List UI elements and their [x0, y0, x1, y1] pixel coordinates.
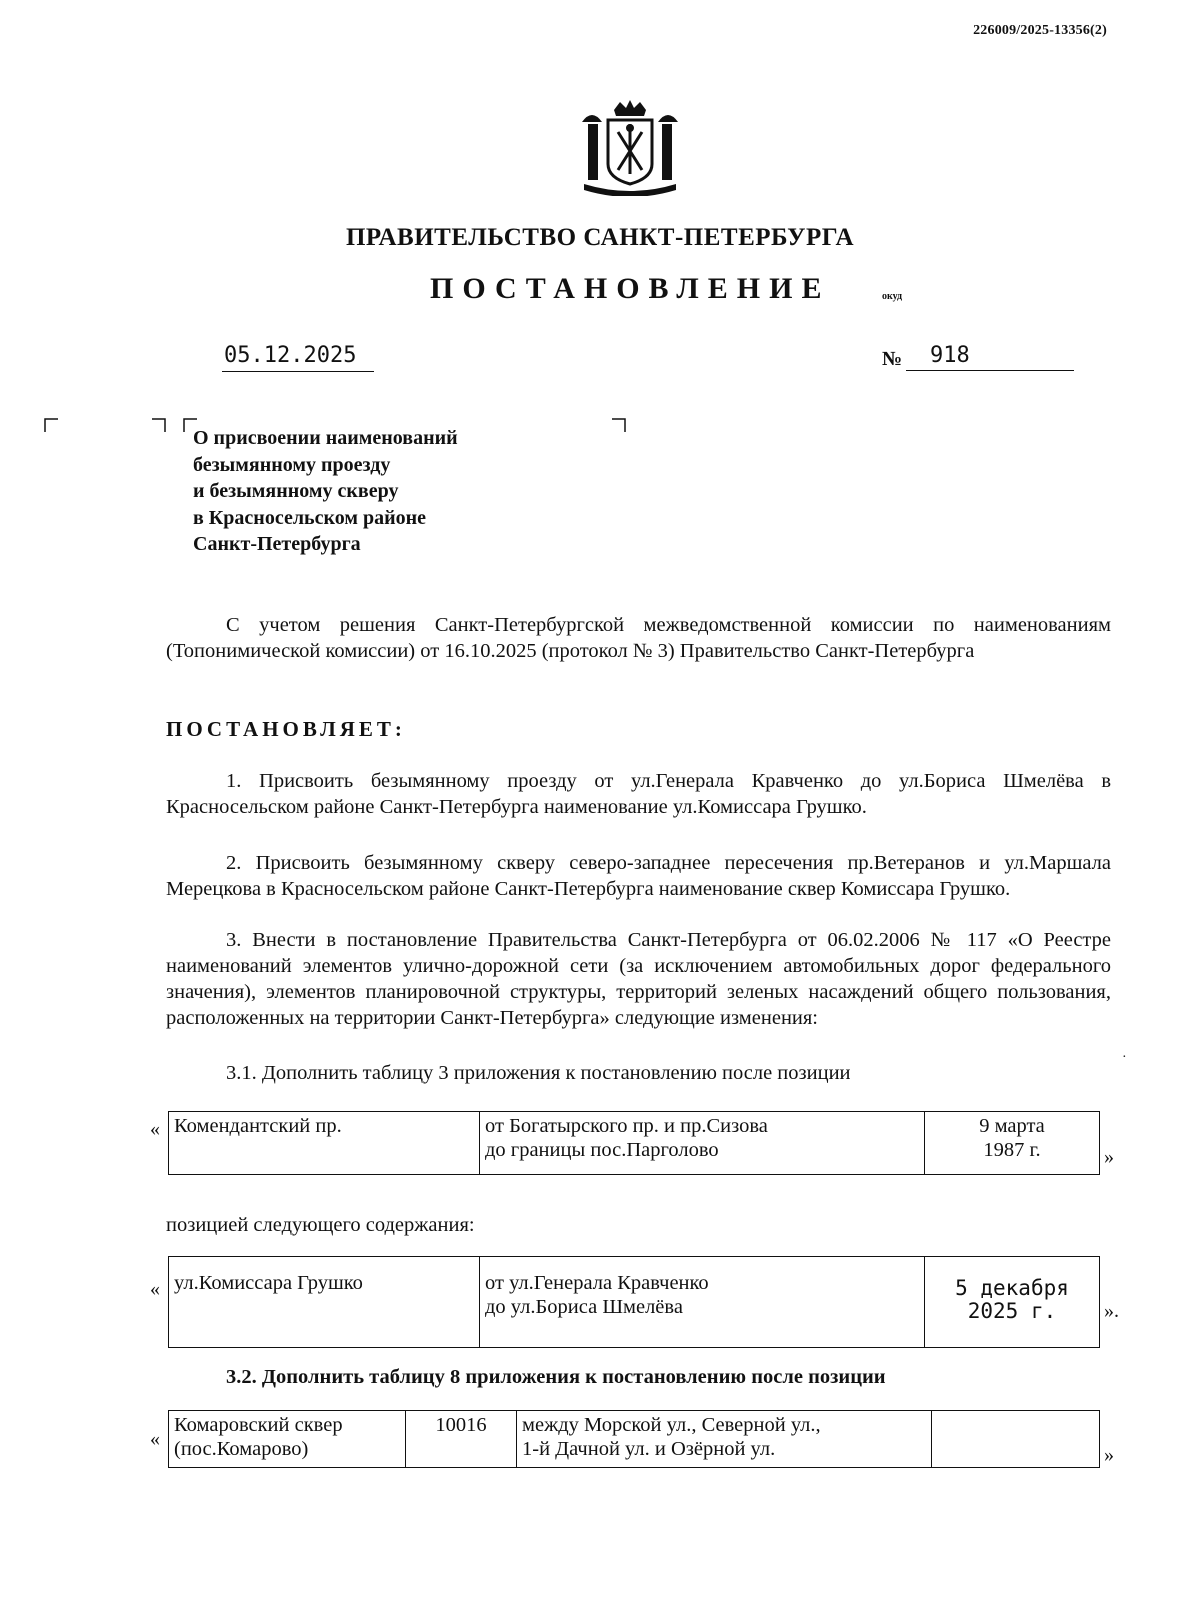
quote-open: «	[150, 1428, 160, 1450]
item-3-1-paragraph: 3.1. Дополнить таблицу 3 приложения к постановлению после позиции	[226, 1062, 851, 1084]
table-cell-name: ул.Комиссара Грушко	[169, 1257, 480, 1348]
subject-line: Санкт-Петербурга	[193, 533, 361, 555]
corner-bracket-icon	[44, 418, 58, 432]
table-row	[169, 1257, 1100, 1348]
margin-mark: ·	[1122, 1050, 1127, 1065]
quote-open: «	[150, 1278, 160, 1300]
table-cell-empty	[932, 1411, 1100, 1468]
okud-label: окуд	[882, 291, 903, 302]
number-label: №	[882, 348, 903, 370]
table-row	[169, 1411, 1100, 1468]
item-3-2-paragraph: 3.2. Дополнить таблицу 8 приложения к постановлению после позиции	[226, 1366, 886, 1388]
coat-of-arms-icon	[578, 100, 682, 196]
table-cell-code: 10016	[406, 1411, 517, 1468]
government-title: ПРАВИТЕЛЬСТВО САНКТ-ПЕТЕРБУРГА	[345, 224, 855, 251]
table-8-existing-position	[168, 1410, 1100, 1468]
document-registration-number: 226009/2025-13356(2)	[973, 23, 1107, 38]
subject-line: в Красносельском районе	[193, 506, 427, 529]
table-cell-extent: от ул.Генерала Кравченко до ул.Бориса Шмелёва	[480, 1257, 925, 1348]
subject-line: и безымянному скверу	[193, 480, 399, 502]
position-label: позицией следующего содержания:	[166, 1214, 475, 1236]
decree-subject	[193, 425, 458, 558]
item-2-paragraph: 2. Присвоить безымянному скверу северо-западнее пересечения пр.Ветеранов и ул.Маршала Мерецкова в Красносельском районе Санкт-Петербурга наименование сквер Комиссара Грушко.	[166, 852, 1111, 900]
item-3-paragraph: 3. Внести в постановление Правительства Санкт-Петербурга от 06.02.2006 № 117 «О Реестре наименований элементов улично-дорожной сети (за исключением автомобильных дорог федерального значения), элементов планировочной структуры, территорий зеленых насаждений общего пользования, расположенных на территории Санкт-Петербурга» следующие изменения:	[166, 929, 1111, 1029]
item-1-paragraph: 1. Присвоить безымянному проезду от ул.Генерала Кравченко до ул.Бориса Шмелёва в Красносельском районе Санкт-Петербурга наименование ул.Комиссара Грушко.	[166, 770, 1111, 818]
quote-close: »	[1104, 1444, 1114, 1466]
table-cell-extent: от Богатырского пр. и пр.Сизова до границы пос.Парголово	[480, 1112, 925, 1175]
table-cell-name: Комендантский пр.	[169, 1112, 480, 1175]
quote-close-dot: ».	[1104, 1300, 1119, 1322]
decree-number: 918	[906, 343, 1074, 371]
quote-open: «	[150, 1118, 160, 1140]
corner-bracket-icon	[612, 418, 626, 432]
corner-bracket-icon	[152, 418, 166, 432]
quote-close: »	[1104, 1146, 1114, 1168]
table-cell-date: 5 декабря 2025 г.	[925, 1257, 1100, 1348]
resolves-heading: ПОСТАНОВЛЯЕТ:	[166, 717, 406, 741]
table-cell-date: 9 марта 1987 г.	[925, 1112, 1100, 1175]
table-row	[169, 1112, 1100, 1175]
table-cell-name: Комаровский сквер (пос.Комарово)	[169, 1411, 406, 1468]
subject-line: О присвоении наименований	[193, 427, 458, 449]
subject-line: безымянному проезду	[193, 453, 391, 476]
table-cell-description: между Морской ул., Северной ул., 1-й Дачной ул. и Озёрной ул.	[517, 1411, 932, 1468]
preamble-paragraph: С учетом решения Санкт-Петербургской межведомственной комиссии по наименованиям (Топонимической комиссии) от 16.10.2025 (протокол № 3) Правительство Санкт-Петербурга	[166, 614, 1111, 662]
table-3-new-position	[168, 1256, 1100, 1348]
table-3-existing-position	[168, 1111, 1100, 1175]
decree-title: ПОСТАНОВЛЕНИЕ	[430, 272, 831, 305]
decree-date: 05.12.2025	[222, 343, 374, 372]
